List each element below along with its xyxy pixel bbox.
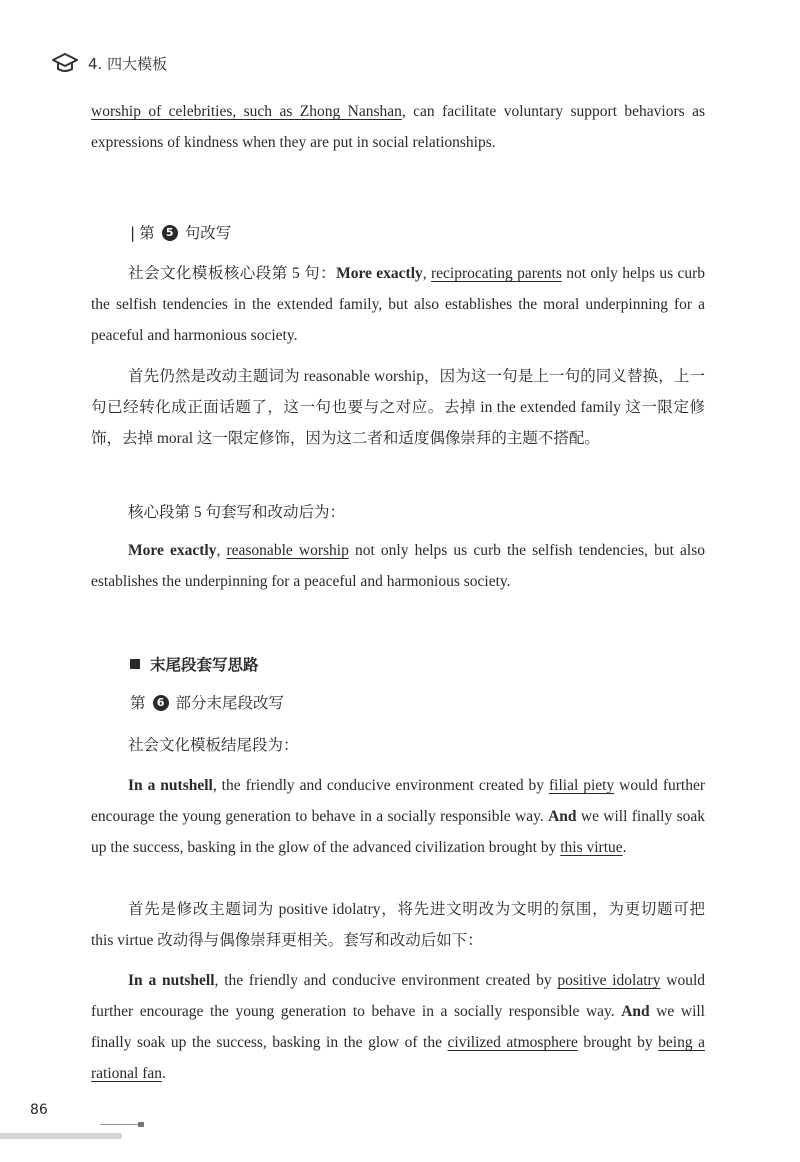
subheading-suffix: 部分末尾段改写 <box>175 694 285 712</box>
page-header <box>52 52 167 74</box>
square-bullet-icon <box>130 659 140 669</box>
paragraph-3: 首先仍然是改动主题词为 reasonable worship，因为这一句是上一句的同义替换，上一句已经转化成正面话题了，这一句也要与之对应。去掉 in the extended family 这一限定修饰，去掉 moral 这一限定修饰，因为这二者和适度偶像崇拜的主题不搭配。 <box>91 368 705 447</box>
section-header-text: 4. 四大模板 <box>88 54 168 73</box>
graduation-cap-icon <box>52 52 78 74</box>
underlined-phrase: being a rational fan <box>91 1034 705 1082</box>
underlined-phrase: positive idolatry <box>557 972 661 989</box>
text-run: would further encourage the young generation to behave in a socially responsible way. <box>91 972 706 1020</box>
text-run: not only helps us curb the selfish tendencies, but also establishes the underpinning for a peaceful and harmonious society. <box>91 542 705 590</box>
section-title-text: 末尾段套写思路 <box>150 656 259 674</box>
subheading-prefix: 第 <box>130 694 146 712</box>
circled-number: 5 <box>162 225 178 241</box>
text-run: , the friendly and conducive environment created by <box>214 972 558 989</box>
text-run: not only helps us curb the selfish tendencies in the extended family, but also establishes the moral underpinning for a peaceful and harmonious society. <box>91 265 706 344</box>
paragraph-7 <box>91 770 705 863</box>
bar-glyph: | <box>130 224 136 242</box>
text-run: would further encourage the young generation to behave in a socially responsible way. <box>91 777 706 825</box>
bold-phrase: In a nutshell <box>128 777 213 794</box>
underlined-phrase: filial piety <box>548 777 615 794</box>
underlined-phrase: reasonable worship <box>226 542 349 559</box>
paragraph-9 <box>91 965 705 1089</box>
footer-bar <box>0 1133 122 1139</box>
underlined-phrase: worship of celebrities, such as Zhong Nanshan <box>91 103 402 120</box>
text-run: , can facilitate voluntary support behaviors as expressions of kindness when they are put in social relationships. <box>91 103 705 151</box>
circled-number: 6 <box>153 695 169 711</box>
paragraph-6: 社会文化模板结尾段为： <box>128 737 299 754</box>
bold-phrase: More exactly <box>128 542 217 559</box>
bold-phrase: In a nutshell <box>128 972 215 989</box>
paragraph-2 <box>91 258 705 351</box>
underlined-phrase: this virtue <box>560 839 623 856</box>
footer-line <box>100 1124 140 1125</box>
text-run: . <box>622 839 627 856</box>
subheading-suffix: 句改写 <box>184 224 232 242</box>
text-run: brought by <box>577 1034 659 1051</box>
subheading-sentence-5 <box>130 221 231 245</box>
footer-dot <box>138 1122 144 1127</box>
subheading-prefix: 第 <box>139 224 155 242</box>
text-run: 社会文化模板核心段第 5 句： <box>128 265 337 282</box>
bold-phrase: And <box>621 1003 650 1020</box>
text-run: , <box>422 265 431 282</box>
text-run: . <box>162 1065 166 1082</box>
subheading-part-6 <box>130 691 284 715</box>
paragraph-4: 核心段第 5 句套写和改动后为： <box>128 504 346 521</box>
paragraph-8: 首先是修改主题词为 positive idolatry，将先进文明改为文明的氛围，为更切题可把 this virtue 改动得与偶像崇拜更相关。套写和改动后如下： <box>91 901 705 949</box>
page-number: 86 <box>30 1102 48 1118</box>
text-run: we will finally soak up the success, basking in the glow of the advanced civilization brought by <box>91 808 705 856</box>
text-run: , <box>216 542 227 559</box>
paragraph-5 <box>91 535 705 597</box>
underlined-phrase: civilized atmosphere <box>447 1034 578 1051</box>
paragraph-1 <box>91 96 705 158</box>
text-run: we will finally soak up the success, basking in the glow of the <box>91 1003 705 1051</box>
underlined-phrase: reciprocating parents <box>431 265 562 282</box>
bold-phrase: More exactly <box>336 265 423 282</box>
section-title <box>130 653 259 675</box>
text-run: , the friendly and conducive environment created by <box>212 777 549 794</box>
bold-phrase: And <box>548 808 577 825</box>
